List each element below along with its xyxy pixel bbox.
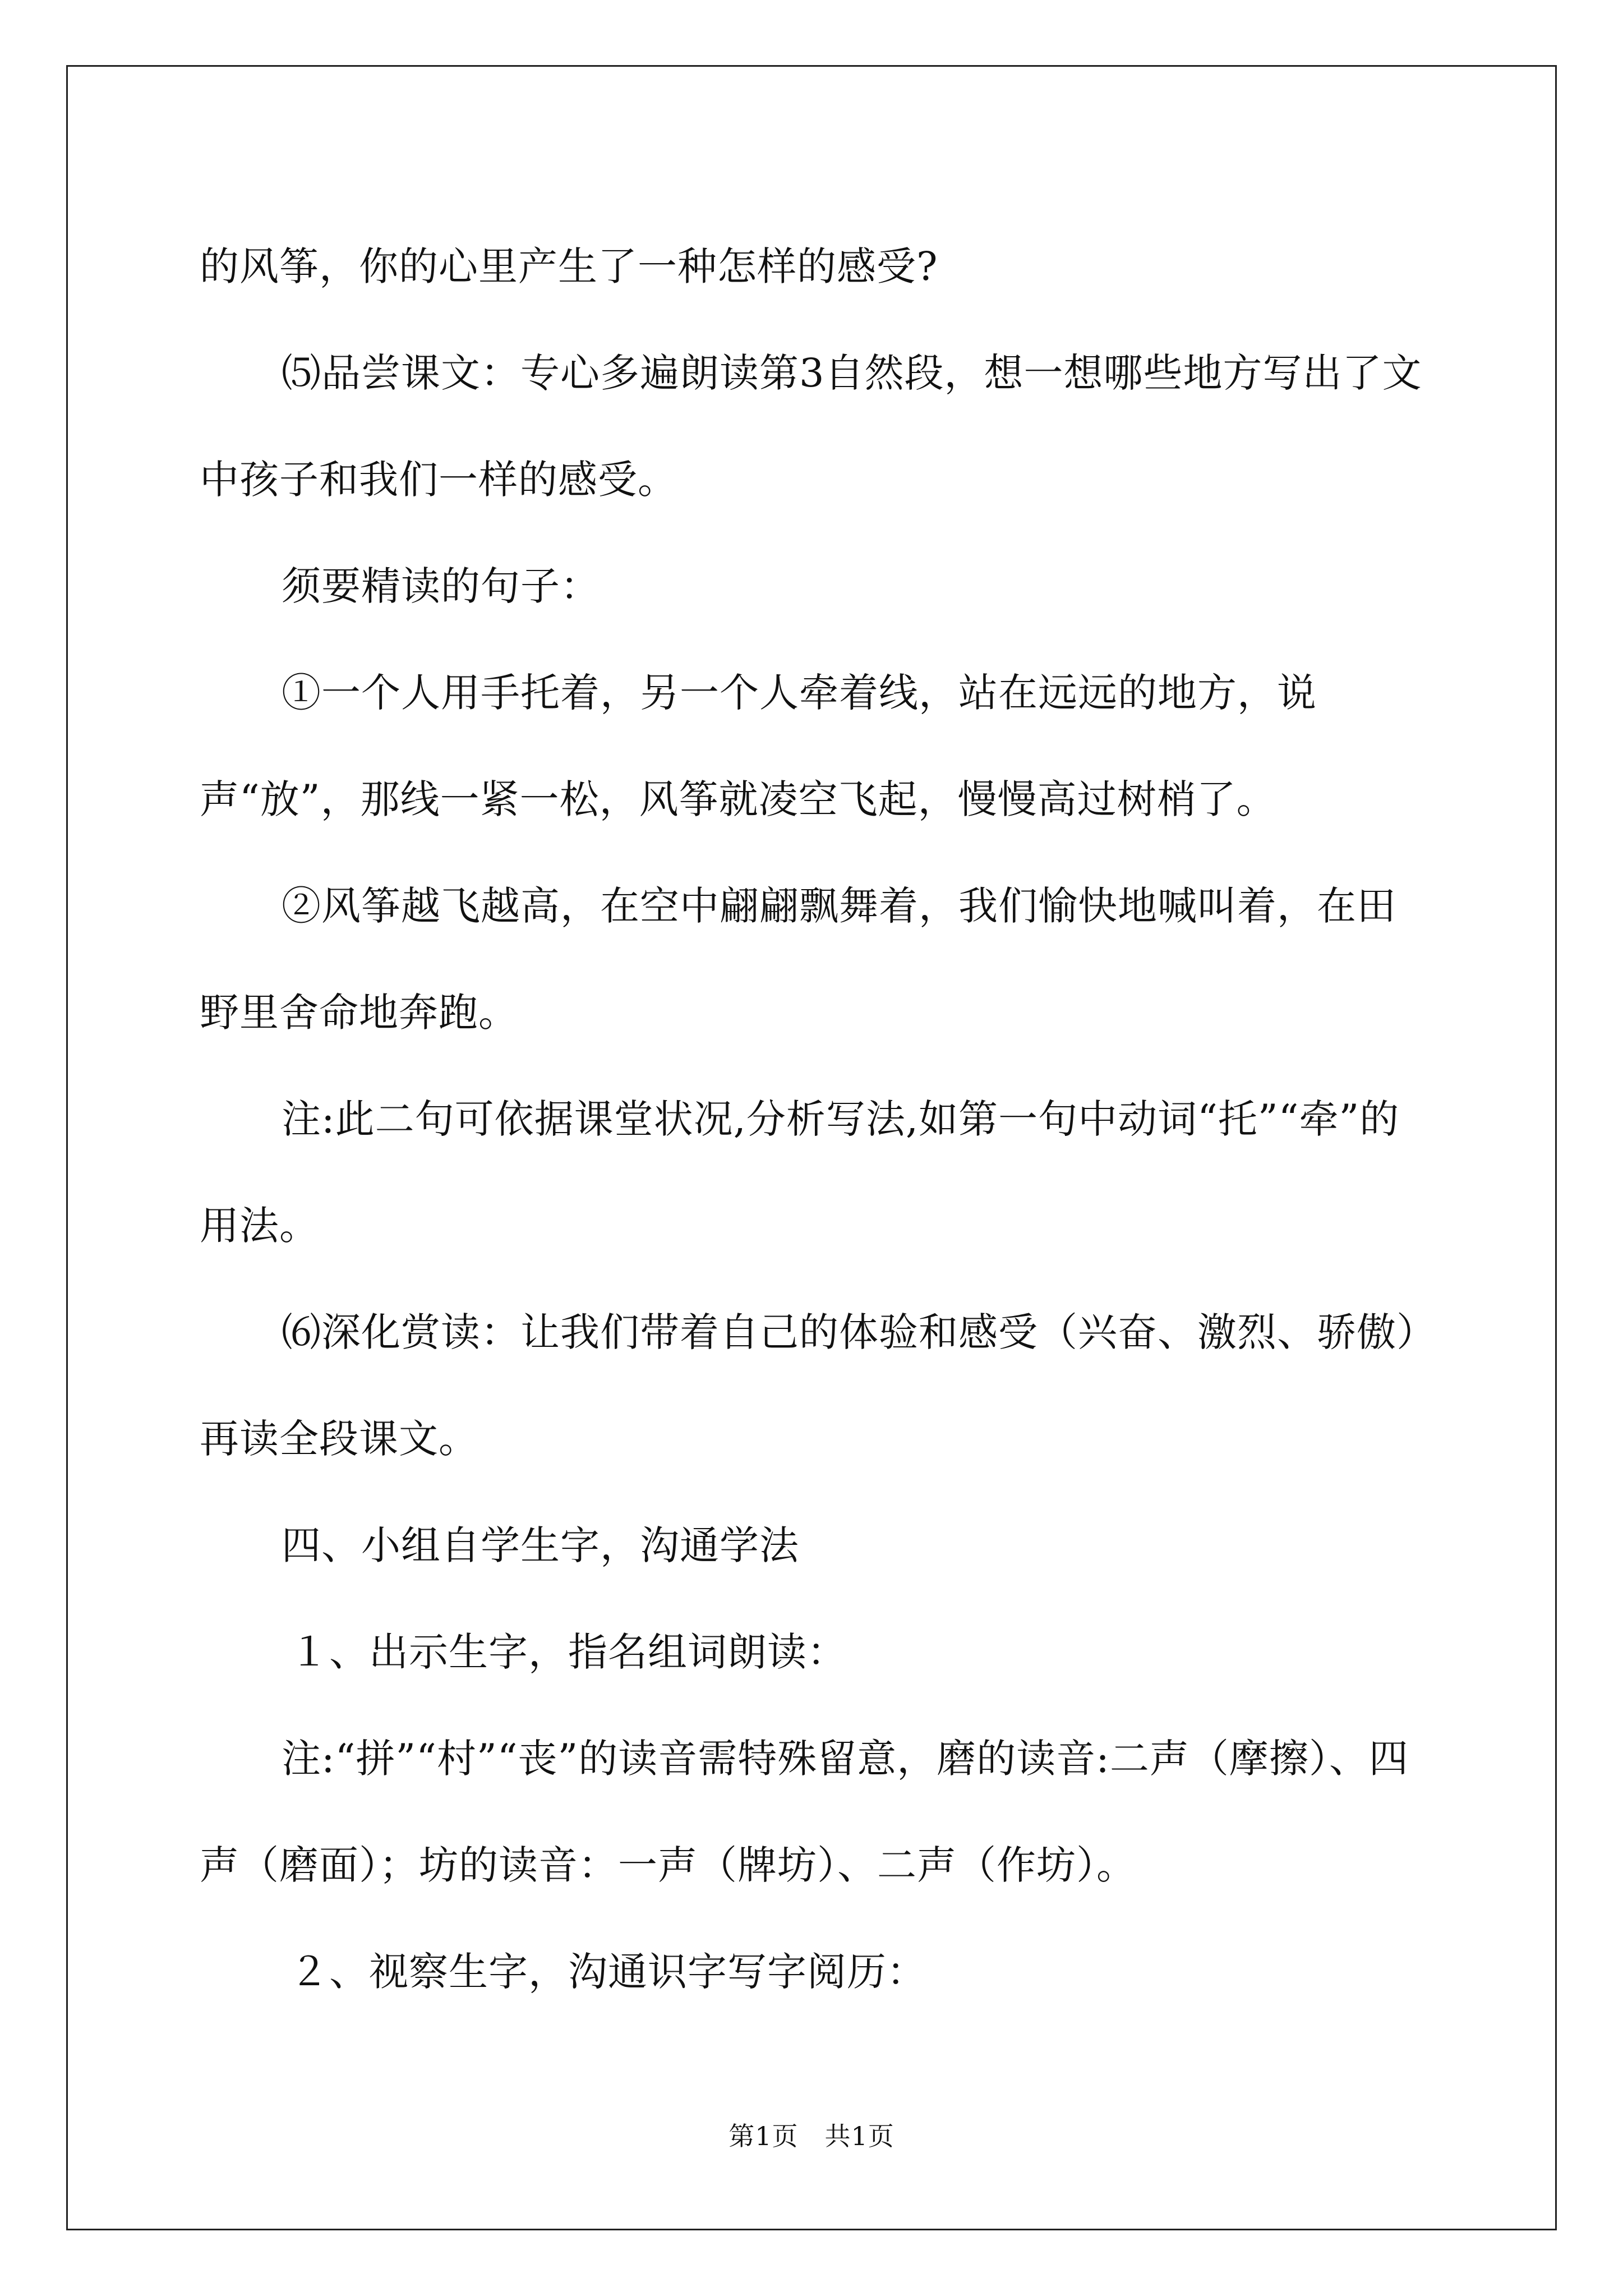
paragraph-note-2: 注:“拼”“村”“丧”的读音需特殊留意，磨的读音:二声（摩擦）、四声（磨面）；坊的读音：一声（牌坊）、二声（作坊）。 — [200, 1736, 1409, 1888]
paragraph-item-1: １、出示生字，指名组词朗读： — [289, 1629, 847, 1675]
document-body — [200, 213, 1428, 2025]
page-number-footer: 第1页 共1页 — [728, 2121, 895, 2151]
paragraph-sentence-2: ②风筝越飞越高，在空中翩翩飘舞着，我们愉快地喊叫着，在田野里舍命地奔跑。 — [200, 883, 1396, 1036]
paragraph-step-6: ⑹深化赏读：让我们带着自己的体验和感受（兴奋、激烈、骄傲）再读全段课文。 — [200, 1309, 1417, 1462]
paragraph-item-2: ２、视察生字，沟通识字写字阅历： — [289, 1949, 926, 1995]
paragraph-sentence-1: ①一个人用手托着，另一个人牵着线，站在远远的地方，说声“放”，那线一紧一松，风筝就凌空飞起，慢慢高过树梢了。 — [200, 670, 1317, 822]
paragraph-key-sentences-heading: 须要精读的句子： — [282, 563, 600, 609]
paragraph-continuation: 的风筝，你的心里产生了一种怎样的感受? — [200, 243, 938, 289]
paragraph-step-5: ⑸品尝课文：专心多遍朗读第3自然段，想一想哪些地方写出了文中孩子和我们一样的感受。 — [200, 350, 1422, 503]
paragraph-note-1: 注:此二句可依据课堂状况,分析写法,如第一句中动词“托”“牵”的用法。 — [200, 1096, 1400, 1249]
section-heading-4: 四、小组自学生字，沟通学法 — [282, 1522, 799, 1568]
